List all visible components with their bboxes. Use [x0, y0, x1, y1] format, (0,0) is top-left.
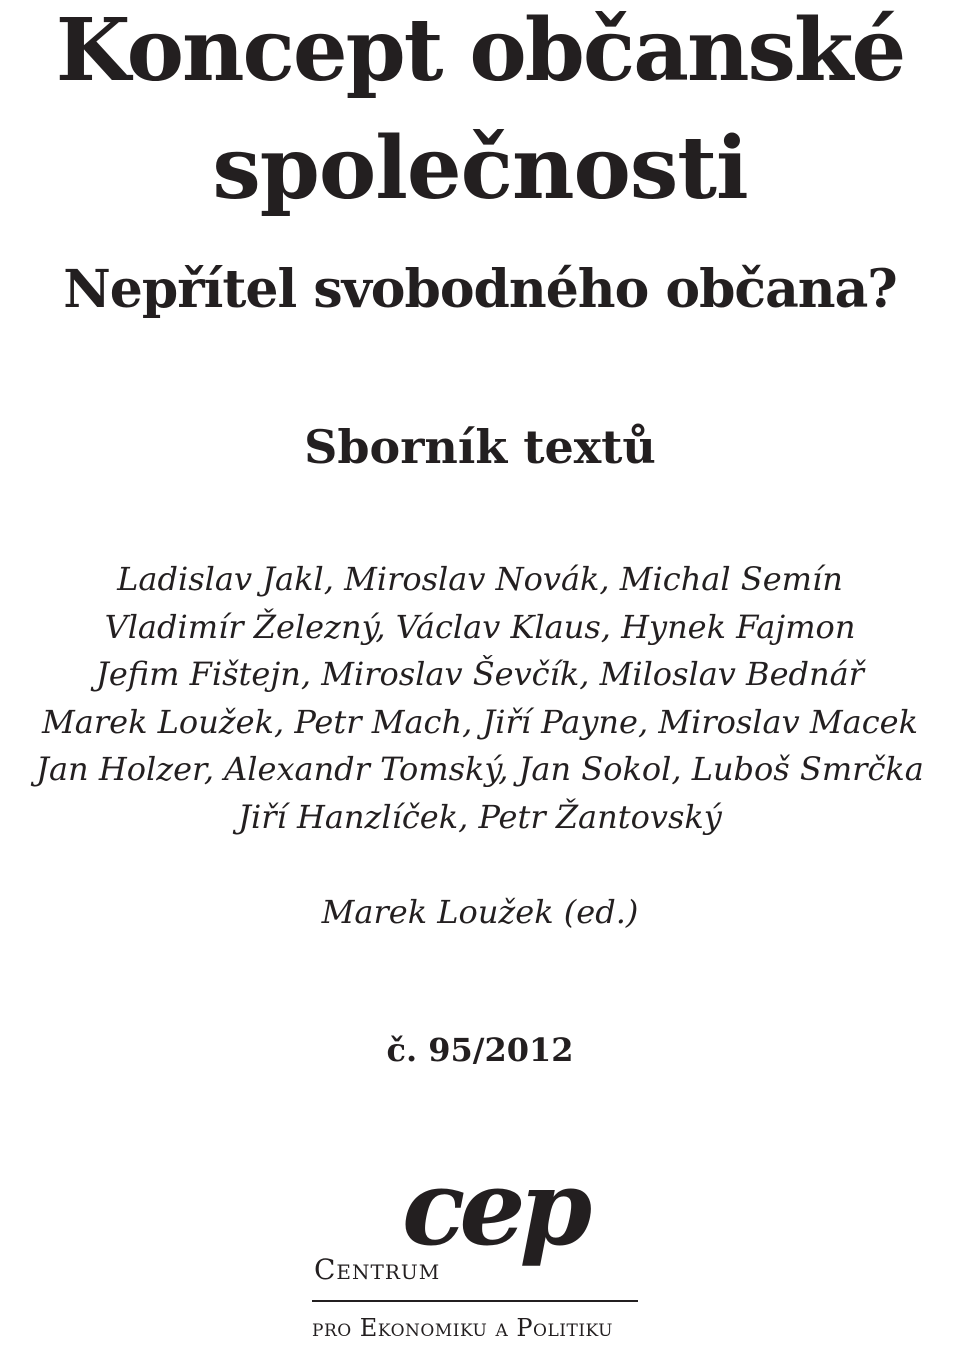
subtitle: Nepřítel svobodného občana? [63, 259, 897, 320]
authors-list [0, 556, 960, 842]
logo-divider [312, 1300, 638, 1302]
publisher-logo [312, 1146, 642, 1345]
editor: Marek Loužek (ed.) [321, 893, 639, 931]
title-line-1: Koncept občanské [55, 0, 905, 101]
title-line-2: společnosti [212, 118, 748, 219]
issue-number: č. 95/2012 [386, 1031, 574, 1069]
authors-line: Marek Loužek, Petr Mach, Jiří Payne, Miroslav Macek [42, 702, 918, 741]
authors-line: Jiří Hanzlíček, Petr Žantovský [238, 797, 722, 836]
logo-centrum-text: Centrum [314, 1253, 441, 1286]
authors-line: Ladislav Jakl, Miroslav Novák, Michal Semín [117, 560, 843, 598]
authors-line: Jefim Fištejn, Miroslav Ševčík, Miloslav Bednář [96, 655, 864, 694]
logo-mark: cep [402, 1146, 587, 1269]
collection-label: Sborník textů [304, 420, 656, 474]
authors-line: Vladimír Železný, Václav Klaus, Hynek Fajmon [104, 607, 856, 646]
authors-line: Jan Holzer, Alexandr Tomský, Jan Sokol, Luboš Smrčka [36, 750, 924, 789]
logo-subtitle-text: pro Ekonomiku a Politiku [312, 1314, 613, 1342]
